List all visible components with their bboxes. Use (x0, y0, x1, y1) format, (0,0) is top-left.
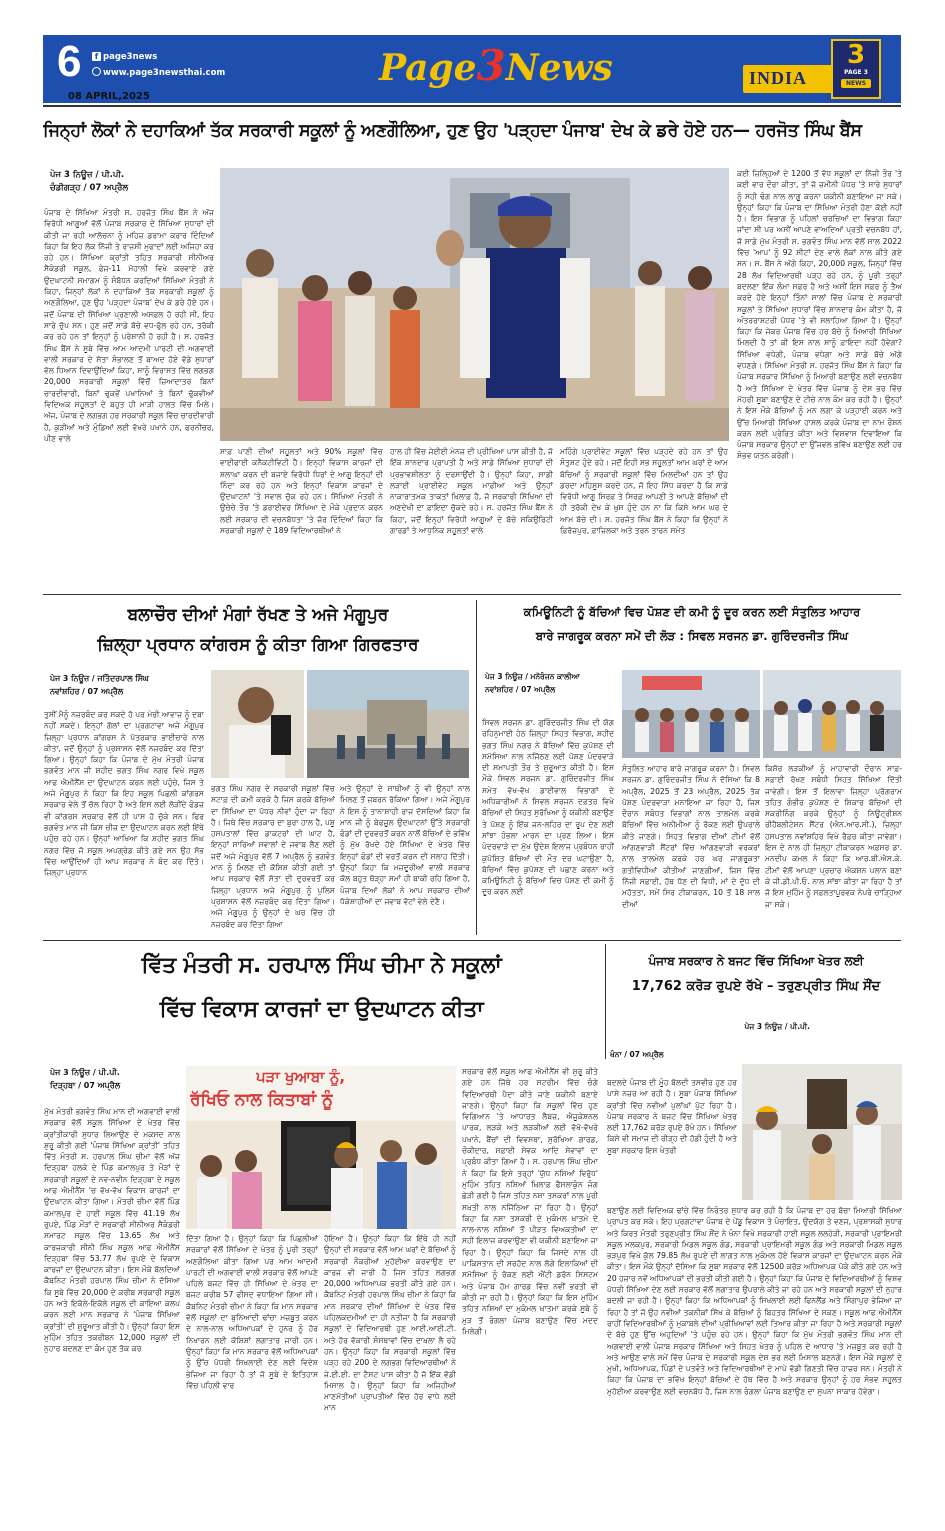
story3-byline: ਪੇਜ 3 ਨਿਊਜ਼ / ਮਨੋਰੰਜਨ ਕਾਲੀਆ ਨਵਾਂਸ਼ਹਿਰ / 07 ਅਪ੍ਰੈਲ (485, 672, 580, 694)
issue-date: 08 APRIL,2025 (68, 91, 150, 102)
website-url: www.page3newsthai.com (92, 67, 225, 78)
banner-text-2: ਰੱਖਿਓ ਨਾਲ ਕਿਤਾਬਾਂ ਨੂੰ (190, 1090, 333, 1110)
masthead-underline (43, 105, 901, 107)
story1-col1: ਪੰਜਾਬ ਦੇ ਸਿੱਖਿਆ ਮੰਤਰੀ ਸ. ਹਰਜੋਤ ਸਿੰਘ ਬੈਂਸ ਨੇ ਅੱਜ ਵਿਰੋਧੀ ਆਗੂਆਂ ਵੱਲੋਂ ਪੰਜਾਬ ਸਰਕਾਰ ਦੇ ਸਿੱਖਿਆ ਸੁਧਾਰਾਂ ਦੀ ਕੀਤੀ ਜਾ ਰਹੀ ਆਲੋਚਨਾ ਨੂੰ ਮਹਿਜ਼ ਡਰਾਮਾ ਕਰਾਰ ਦਿੰਦਿਆਂ ਕਿਹਾ ਕਿ ਇਹ ਲੋਕ ਨਿੱਜੀ ਤੇ ਰਾਜਸੀ ਮੁਫਾਦਾਂ ਲਈ ਅਜਿਹਾ ਕਰ ਰਹੇ ਹਨ। ਸਿੱਖਿਆ ਕ੍ਰਾਂਤੀ ਤਹਿਤ ਸਰਕਾਰੀ ਸੀਨੀਅਰ ਸੈਕੰਡਰੀ ਸਕੂਲ, ਫੇਜ਼-11 ਮੋਹਾਲੀ ਵਿਖੇ ਕਰਵਾਏ ਗਏ ਉਦਘਾਟਨੀ ਸਮਾਗਮ ਨੂੰ ਸੰਬੋਧਨ ਕਰਦਿਆਂ ਸਿੱਖਿਆ ਮੰਤਰੀ ਨੇ ਕਿਹਾ, ਜਿਨ੍ਹਾਂ ਲੋਕਾਂ ਨੇ ਦਹਾਕਿਆਂ ਤੱਕ ਸਰਕਾਰੀ ਸਕੂਲਾਂ ਨੂੰ ਅਣਗੌਲਿਆ, ਹੁਣ ਉਹ 'ਪੜ੍ਹਦਾ ਪੰਜਾਬ' ਦੇਖ ਕੇ ਡਰੇ ਹੋਏ ਹਨ। ਜਦੋਂ ਪੰਜਾਬ ਦੀ ਸਿੱਖਿਆ ਪ੍ਰਣਾਲੀ ਅਸਫ਼ਲ ਹੋ ਰਹੀ ਸੀ, ਇਹ ਸਾਰੇ ਚੁੱਪ ਸਨ। ਹੁਣ ਜਦੋਂ ਸਾਡੇ ਬੱਚੇ ਵਧ-ਫੁੱਲ ਰਹੇ ਹਨ, ਤਰੱਕੀ ਕਰ ਰਹੇ ਹਨ ਤਾਂ ਇਨ੍ਹਾਂ ਨੂੰ ਪਰੇਸ਼ਾਨੀ ਹੋ ਰਹੀ ਹੈ। ਸ. ਹਰਜੋਤ ਸਿੰਘ ਬੈਂਸ ਨੇ ਸੂਬੇ ਵਿੱਚ ਆਮ ਆਦਮੀ ਪਾਰਟੀ ਦੀ ਅਗਵਾਈ ਵਾਲੀ ਸਰਕਾਰ ਦੇ ਸੱਤਾ ਸੰਭਾਲਣ ਤੋਂ ਬਾਅਦ ਹੋਏ ਵੱਡੇ ਸੁਧਾਰਾਂ ਵੱਲ ਧਿਆਨ ਦਿਵਾਉਂਦਿਆਂ ਕਿਹਾ, ਸਾਨੂੰ ਵਿਰਾਸਤ ਵਿੱਚ ਲਗਭਗ 20,000 ਸਰਕਾਰੀ ਸਕੂਲਾਂ ਵਿੱਚੋਂ ਜ਼ਿਆਦਾਤਰ ਬਿਨਾਂ ਚਾਰਦੀਵਾਰੀ, ਬਿਨਾਂ ਢੁਕਵੇਂ ਪਖਾਨਿਆਂ ਤੇ ਬਿਨਾਂ ਢੁੱਕਵੀਆਂ ਵਿਦਿਅਕ ਸਹੂਲਤਾਂ ਦੇ ਬਹੁਤ ਹੀ ਮਾੜੀ ਹਾਲਤ ਵਿੱਚ ਮਿਲੇ। ਅੱਜ, ਪੰਜਾਬ ਦੇ ਲਗਭਗ ਹਰ ਸਰਕਾਰੀ ਸਕੂਲ ਵਿੱਚ ਚਾਰਦੀਵਾਰੀ ਹੈ, ਕੁੜੀਆਂ ਅਤੇ ਮੁੰਡਿਆਂ ਲਈ ਵੱਖਰੇ ਪਖਾਨੇ ਹਨ, ਫਰਨੀਚਰ, ਪੀਣ ਵਾਲੇ (44, 208, 214, 443)
masthead (43, 35, 901, 103)
story2-col1: ਤੁਸੀਂ ਮੈਨੂੰ ਨਜ਼ਰਬੰਦ ਕਰ ਸਕਦੇ ਹੋ ਪਰ ਮੇਰੀ ਆਵਾਜ਼ ਨੂੰ ਦਬਾ ਨਹੀਂ ਸਕਦੇ। ਇਨ੍ਹਾਂ ਗੱਲਾਂ ਦਾ ਪ੍ਰਗਟਾਵਾ ਅਜੇ ਮੰਗੂਪੁਰ ਜ਼ਿਲ੍ਹਾ ਪ੍ਰਧਾਨ ਕਾਂਗਰਸ ਨੇ ਪੱਤਰਕਾਰ ਭਾਈਚਾਰੇ ਨਾਲ ਕੀਤਾ, ਜਦੋਂ ਉਨ੍ਹਾਂ ਨੂੰ ਪ੍ਰਸ਼ਾਸਨ ਵੱਲੋਂ ਨਜ਼ਰਬੰਦ ਕਰ ਦਿੱਤਾ ਗਿਆ। ਉਨ੍ਹਾਂ ਕਿਹਾ ਕਿ ਪੰਜਾਬ ਦੇ ਮੁੱਖ ਮੰਤਰੀ ਪੰਜਾਬ ਭਗਵੰਤ ਮਾਨ ਜੀ ਸ਼ਹੀਦ ਭਗਤ ਸਿੰਘ ਨਗਰ ਵਿਖੇ ਸਕੂਲ ਆਫ ਐਮੀਨੈਂਸ ਦਾ ਉਦਘਾਟਨ ਕਰਨ ਲਈ ਪਹੁੰਚੇ, ਜਿਸ ਤੇ ਅਜੇ ਮੰਗੂਪੁਰ ਨੇ ਕਿਹਾ ਕਿ ਇਹ ਸਕੂਲ ਪਿਛਲੀ ਕਾਂਗਰਸ ਸਰਕਾਰ ਵੇਲੇ ਤੋਂ ਚੱਲ ਰਿਹਾ ਹੈ ਅਤੇ ਇਸ ਲਈ ਲੋੜੀਂਦੇ ਫੰਡਜ਼ ਵੀ ਕਾਂਗਰਸ ਸਰਕਾਰ ਵੱਲੋਂ ਹੀ ਪਾਸ ਹੋ ਚੁੱਕੇ ਸਨ। ਫਿਰ ਭਗਵੰਤ ਮਾਨ ਜੀ ਕਿਸ ਚੀਜ਼ ਦਾ ਉਦਘਾਟਨ ਕਰਨ ਲਈ ਇੱਥੇ ਪਹੁੰਚ ਰਹੇ ਹਨ। ਉਨ੍ਹਾਂ ਆਖਿਆ ਕਿ ਸ਼ਹੀਦ ਭਗਤ ਸਿੰਘ ਨਗਰ ਵਿੱਚ ਜੋ ਸਕੂਲ ਅਪਗ੍ਰੇਡ ਕੀਤੇ ਗਏ ਸਨ ਉਹ ਸੱਭ ਵਿੱਚ ਆਉਂਦਿਆਂ ਹੀ ਆਪ ਸਰਕਾਰ ਨੇ ਬੰਦ ਕਰ ਦਿੱਤੇ। ਜ਼ਿਲ੍ਹਾ ਪ੍ਰਧਾਨ (44, 710, 204, 878)
story4-col2: ਦਿੱਤਾ ਗਿਆ ਹੈ। ਉਨ੍ਹਾਂ ਕਿਹਾ ਕਿ ਪਿਛਲੀਆਂ ਸਰਕਾਰਾਂ ਵੱਲੋਂ ਸਿੱਖਿਆ ਦੇ ਖੇਤਰ ਨੂੰ ਪੂਰੀ ਤਰ੍ਹਾਂ ਅਣਗੌਲਿਆ ਕੀਤਾ ਗਿਆ ਪਰ ਆਮ ਆਦਮੀ ਪਾਰਟੀ ਦੀ ਅਗਵਾਈ ਵਾਲੀ ਸਰਕਾਰ ਵੱਲੋਂ ਆਪਣੇ ਪਹਿਲੇ ਬਜਟ ਵਿੱਚ ਹੀ ਸਿੱਖਿਆ ਦੇ ਖੇਤਰ ਦਾ ਬਜਟ ਕਰੀਬ 57 ਫੀਸਦ ਵਧਾਇਆ ਗਿਆ ਸੀ। ਕੈਬਨਿਟ ਮੰਤਰੀ ਚੀਮਾ ਨੇ ਕਿਹਾ ਕਿ ਮਾਨ ਸਰਕਾਰ ਵੱਲੋਂ ਸਕੂਲਾਂ ਦਾ ਬੁਨਿਆਦੀ ਢਾਂਚਾ ਮਜ਼ਬੂਤ ਕਰਨ ਦੇ ਨਾਲ-ਨਾਲ ਅਧਿਆਪਕਾਂ ਦੇ ਹੁਨਰ ਨੂੰ ਹੋਰ ਨਿਖਾਰਨ ਲਈ ਕੋਸ਼ਿਸ਼ਾਂ ਲਗਾਤਾਰ ਜਾਰੀ ਹਨ। ਉਨ੍ਹਾਂ ਕਿਹਾ ਕਿ ਮਾਨ ਸਰਕਾਰ ਵੱਲੋਂ ਅਧਿਆਪਕਾਂ ਨੂੰ ਉੱਚ ਪੱਧਰੀ ਸਿਖਲਾਈ ਦੇਣ ਲਈ ਵਿਦੇਸ਼ ਭੇਜਿਆ ਜਾ ਰਿਹਾ ਹੈ ਤਾਂ ਜੋ ਸੂਬੇ ਦੇ ਇਤਿਹਾਸ ਵਿੱਚ ਪਹਿਲੀ ਵਾਰ (186, 1234, 318, 1390)
story2-photo-police (307, 670, 469, 778)
politician-portrait (211, 670, 304, 778)
divider-vertical-2 (605, 944, 606, 1059)
divider-1 (43, 594, 901, 595)
globe-icon (92, 67, 101, 76)
story2-photo-portrait (211, 670, 304, 778)
story4-photo (186, 1066, 456, 1229)
story3-headline: ਕਮਿਊਨਿਟੀ ਨੂੰ ਬੱਚਿਆਂ ਵਿਚ ਪੋਸ਼ਣ ਦੀ ਕਮੀ ਨੂੰ ਦੂਰ ਕਰਨ ਲਈ ਸੰਤੁਲਿਤ ਆਹਾਰ ਬਾਰੇ ਜਾਗਰੂਕ ਕਰਨਾ ਸਮੇਂ ਦੀ ਲੋੜ : ਸਿਵਲ ਸਰਜਨ ਡਾ. ਗੁਰਿੰਦਰਜੀਤ ਸਿੰਘ (523, 605, 861, 643)
story5-full: ਬਣਾਉਣ ਲਈ ਵਿਦਿਅਕ ਢਾਂਚੇ ਵਿੱਚ ਨਿਰੰਤਰ ਸੁਧਾਰ ਕਰ ਰਹੀ ਹੈ ਕਿ ਪੰਜਾਬ ਦਾ ਹਰ ਬੱਚਾ ਮਿਆਰੀ ਸਿੱਖਿਆ ਪ੍ਰਾਪਤ ਕਰ ਸਕੇ। ਇਹ ਪ੍ਰਗਟਾਵਾ ਪੰਜਾਬ ਦੇ ਪੇਂਡੂ ਵਿਕਾਸ ਤੇ ਪੰਚਾਇਤ, ਉਦਯੋਗ ਤੇ ਵਣਜ, ਪ੍ਰਸ਼ਾਸਕੀ ਸੁਧਾਰ ਅਤੇ ਕਿਰਤ ਮੰਤਰੀ ਤਰੁਣਪ੍ਰੀਤ ਸਿੰਘ ਸੌਂਦ ਨੇ ਖੰਨਾ ਵਿਖੇ ਸਰਕਾਰੀ ਹਾਈ ਸਕੂਲ ਲਲਹੇੜੀ, ਸਰਕਾਰੀ ਪ੍ਰਾਇਮਰੀ ਸਕੂਲ ਮਲਕਪੁਰ, ਸਰਕਾਰੀ ਮਿਡਲ ਸਕੂਲ ਗੰਡ, ਸਰਕਾਰੀ ਪ੍ਰਾਇਮਰੀ ਸਕੂਲ ਗੰਡ ਅਤੇ ਸਰਕਾਰੀ ਮਿਡਲ ਸਕੂਲ ਭੜਪੁਰ ਵਿਖੇ ਕੁੱਲ 79.85 ਲੱਖ ਰੁਪਏ ਦੀ ਲਾਗਤ ਨਾਲ ਮੁਕੰਮਲ ਹੋਏ ਵਿਕਾਸ ਕਾਰਜਾਂ ਦਾ ਉਦਘਾਟਨ ਕਰਨ ਮੌਕੇ ਕੀਤਾ। ਇਸ ਮੌਕੇ ਉਨ੍ਹਾਂ ਦੱਸਿਆ ਕਿ ਸੂਬਾ ਸਰਕਾਰ ਵੱਲੋਂ 12500 ਕਰੋੜ ਅਧਿਆਪਕ ਪੱਕੇ ਕੀਤੇ ਗਏ ਹਨ ਅਤੇ 20 ਹਜ਼ਾਰ ਨਵੇਂ ਅਧਿਆਪਕਾਂ ਦੀ ਭਰਤੀ ਕੀਤੀ ਗਈ ਹੈ। ਉਨ੍ਹਾਂ ਕਿਹਾ ਕਿ ਪੰਜਾਬ ਦੇ ਵਿਦਿਆਰਥੀਆਂ ਨੂੰ ਵਿਸ਼ਵ ਪੱਧਰੀ ਸਿੱਖਿਆ ਦੇਣ ਲਈ ਸਰਕਾਰ ਵੱਲੋਂ ਲਗਾਤਾਰ ਉਪਰਾਲੇ ਕੀਤੇ ਜਾ ਰਹੇ ਹਨ ਅਤੇ ਸਰਕਾਰੀ ਸਕੂਲਾਂ ਦੀ ਨੁਹਾਰ ਬਦਲੀ ਜਾ ਰਹੀ ਹੈ। ਉਨ੍ਹਾਂ ਕਿਹਾ ਕਿ ਅਧਿਆਪਕਾਂ ਨੂੰ ਸਿਖਲਾਈ ਲਈ ਫਿਨਲੈਂਡ ਅਤੇ ਸਿੰਗਾਪੁਰ ਭੇਜਿਆ ਜਾ ਰਿਹਾ ਹੈ ਤਾਂ ਜੋ ਉਹ ਨਵੀਆਂ ਤਕਨੀਕਾਂ ਸਿੱਖ ਕੇ ਬੱਚਿਆਂ ਨੂੰ ਬਿਹਤਰ ਸਿੱਖਿਆ ਦੇ ਸਕਣ। ਸਕੂਲ ਆਫ ਐਮੀਨੈਂਸ ਰਾਹੀਂ ਵਿਦਿਆਰਥੀਆਂ ਨੂੰ ਮੁਕਾਬਲੇ ਦੀਆਂ ਪ੍ਰੀਖਿਆਵਾਂ ਲਈ ਤਿਆਰ ਕੀਤਾ ਜਾ ਰਿਹਾ ਹੈ ਅਤੇ ਸਰਕਾਰੀ ਸਕੂਲਾਂ ਦੇ ਬੱਚੇ ਹੁਣ ਉੱਚ ਅਹੁਦਿਆਂ 'ਤੇ ਪਹੁੰਚ ਰਹੇ ਹਨ। ਉਨ੍ਹਾਂ ਕਿਹਾ ਕਿ ਮੁੱਖ ਮੰਤਰੀ ਭਗਵੰਤ ਸਿੰਘ ਮਾਨ ਦੀ ਅਗਵਾਈ ਵਾਲੀ ਪੰਜਾਬ ਸਰਕਾਰ ਸਿੱਖਿਆ ਅਤੇ ਸਿਹਤ ਖੇਤਰ ਨੂੰ ਪਹਿਲ ਦੇ ਆਧਾਰ 'ਤੇ ਮਜ਼ਬੂਤ ਕਰ ਰਹੀ ਹੈ ਅਤੇ ਆਉਣ ਵਾਲੇ ਸਮੇਂ ਵਿੱਚ ਪੰਜਾਬ ਦੇ ਸਰਕਾਰੀ ਸਕੂਲ ਦੇਸ਼ ਭਰ ਲਈ ਮਿਸਾਲ ਬਣਨਗੇ। ਇਸ ਮੌਕੇ ਸਕੂਲਾਂ ਦੇ ਮੁਖੀ, ਅਧਿਆਪਕ, ਪਿੰਡਾਂ ਦੇ ਪਤਵੰਤੇ ਅਤੇ ਵਿਦਿਆਰਥੀਆਂ ਦੇ ਮਾਪੇ ਵੱਡੀ ਗਿਣਤੀ ਵਿੱਚ ਹਾਜ਼ਰ ਸਨ। ਮੰਤਰੀ ਨੇ ਕਿਹਾ ਕਿ ਪੰਜਾਬ ਦਾ ਭਵਿੱਖ ਇਨ੍ਹਾਂ ਬੱਚਿਆਂ ਦੇ ਹੱਥ ਵਿੱਚ ਹੈ ਅਤੇ ਸਰਕਾਰ ਉਨ੍ਹਾਂ ਨੂੰ ਹਰ ਸੰਭਵ ਸਹੂਲਤ ਮੁਹੱਈਆ ਕਰਵਾਉਣ ਲਈ ਵਚਨਬੱਧ ਹੈ, ਜਿਸ ਨਾਲ ਰੰਗਲਾ ਪੰਜਾਬ ਬਣਾਉਣ ਦਾ ਸੁਪਨਾ ਸਾਕਾਰ ਹੋਵੇਗਾ। (607, 1206, 902, 1396)
banner-text-1: ਪੜਾ ਖੁਆਬਾ ਨੂੰ, (256, 1068, 346, 1086)
story5-photo (742, 1064, 902, 1200)
story1-byline: ਪੇਜ 3 ਨਿਊਜ਼ / ਪੀ.ਪੀ. ਚੰਡੀਗੜ੍ਹ / 07 ਅਪ੍ਰੈਲ (50, 170, 129, 193)
facebook-handle: f page3news (92, 52, 157, 62)
divider-2 (43, 940, 901, 941)
story2-col2: ਭਗਤ ਸਿੰਘ ਨਗਰ ਦੇ ਸਰਕਾਰੀ ਸਕੂਲਾਂ ਵਿੱਚ ਸਟਾਫ਼ ਦੀ ਕਮੀ ਕਰਕੇ ਹੈ ਜਿਸ ਕਰਕੇ ਬੱਚਿਆਂ ਦਾ ਸਿੱਖਿਆ ਦਾ ਪੱਧਰ ਨੀਵਾਂ ਹੁੰਦਾ ਜਾ ਰਿਹਾ ਹੈ। ਜਿਥੇ ਵਿੱਚ ਸਰਕਾਰ ਦਾ ਬੁਰਾ ਹਾਲ ਹੈ, ਪਸ਼ੂ ਹਸਪਤਾਲਾਂ ਵਿੱਚ ਡਾਕਟਰਾਂ ਦੀ ਘਾਟ ਹੈ, ਇਨ੍ਹਾਂ ਸਾਰਿਆਂ ਸਵਾਲਾਂ ਦੇ ਜਵਾਬ ਲੈਣ ਲਈ ਜਦੋਂ ਅਜੇ ਮੰਗੂਪੁਰ ਵੱਲੋਂ 7 ਅਪ੍ਰੈਲ ਨੂੰ ਭਗਵੰਤ ਮਾਨ ਨੂੰ ਮਿਲਣ ਦੀ ਕੋਸ਼ਿਸ਼ ਕੀਤੀ ਗਈ ਤਾਂ ਆਪ ਸਰਕਾਰ ਵੱਲੋਂ ਸੱਤਾ ਦੀ ਦੁਰਵਰਤੋਂ ਕਰ ਜ਼ਿਲ੍ਹਾ ਪ੍ਰਧਾਨ ਅਜੇ ਮੰਗੂਪੁਰ ਨੂੰ ਪੁਲਿਸ ਪ੍ਰਸ਼ਾਸਨ ਵੱਲੋਂ ਨਜ਼ਰਬੰਦ ਕਰ ਦਿੱਤਾ ਗਿਆ। ਅਜੇ ਮੰਗੂਪੁਰ ਨੂੰ ਉਨ੍ਹਾਂ ਦੇ ਘਰ ਵਿੱਚ ਹੀ ਨਜ਼ਰਬੰਦ ਕਰ ਦਿੱਤਾ ਗਿਆ (211, 784, 335, 929)
minister-speaking-photo (220, 168, 729, 441)
story3-col3: ਕਿਸ਼ੋਰ ਲੜਕੀਆਂ ਨੂੰ ਮਾਹਾਵਾਰੀ ਦੌਰਾਨ ਸਾਫ਼-ਸਫ਼ਾਈ ਰੱਖਣ ਸਬੰਧੀ ਸਿਹਤ ਸਿੱਖਿਆ ਦਿੱਤੀ ਜਾਵੇਗੀ। ਇਸ ਤੋਂ ਇਲਾਵਾ ਜ਼ਿਲ੍ਹਾ ਪ੍ਰੋਗਰਾਮ ਤਹਿਤ ਗੰਭੀਰ ਕੁਪੋਸ਼ਣ ਦੇ ਸ਼ਿਕਾਰ ਬੱਚਿਆਂ ਦੀ ਸਕਰੀਨਿੰਗ ਕਰਕੇ ਉਨ੍ਹਾਂ ਨੂੰ ਨਿਊਟ੍ਰੀਸ਼ਨ ਰੀਹੈਬਲੀਟੇਸ਼ਨ ਸੈਂਟਰ (ਐਨ.ਆਰ.ਸੀ.), ਜ਼ਿਲ੍ਹਾ ਹਸਪਤਾਲ ਨਵਾਂਸ਼ਹਿਰ ਵਿਖੇ ਰੈਫ਼ਰ ਕੀਤਾ ਜਾਵੇਗਾ। ਇਸ ਦੇ ਨਾਲ ਹੀ ਜ਼ਿਲ੍ਹਾ ਟੀਕਾਕਰਨ ਅਫ਼ਸਰ ਡਾ. ਮਨਦੀਪ ਕਮਲ ਨੇ ਕਿਹਾ ਕਿ ਆਰ.ਬੀ.ਐਸ.ਕੇ. ਟੀਮਾਂ ਵੱਲੋਂ ਆਪਣਾ ਪ੍ਰਚਾਰ ਐਕਸ਼ਨ ਪਲਾਨ ਬਣਾ ਕੇ ਜੀ.ਡੀ.ਪੀ.ਓ. ਨਾਲ ਸਾਂਝਾ ਕੀਤਾ ਜਾ ਰਿਹਾ ਹੈ ਤਾਂ ਜੋ ਇਸ ਮੁਹਿੰਮ ਨੂੰ ਸਫ਼ਲਤਾਪੂਰਵਕ ਨੇਪਰੇ ਚਾੜ੍ਹਿਆ ਜਾ ਸਕੇ। (765, 764, 902, 909)
region-label: INDIA (749, 68, 808, 88)
story1-bottom-col-c: ਮਹਿੰਗੇ ਪ੍ਰਾਈਵੇਟ ਸਕੂਲਾਂ ਵਿੱਚ ਪੜ੍ਹਦੇ ਰਹੇ ਹਨ ਤਾਂ ਉਹ ਸੰਤੁਸ਼ਟ ਹੁੰਦੇ ਰਹੇ। ਜਦੋਂ ਇਹੀ ਸਭ ਸਹੂਲਤਾਂ ਆਮ ਘਰਾਂ ਦੇ ਆਮ ਬੱਚਿਆਂ ਨੂੰ ਸਰਕਾਰੀ ਸਕੂਲਾਂ ਵਿੱਚ ਮਿਲਦੀਆਂ ਹਨ ਤਾਂ ਉਹ ਡਰਦਾ ਮਹਿਸੂਸ ਕਰਦੇ ਹਨ, ਜੋ ਇਹ ਸਿੱਧ ਕਰਦਾ ਹੈ ਕਿ ਸਾਡੇ ਵਿਰੋਧੀ ਆਗੂ ਸਿਰਫ਼ ਤੇ ਸਿਰਫ਼ ਆਪਣੀ ਤੇ ਆਪਣੇ ਬੱਚਿਆਂ ਦੀ ਹੀ ਤਰੱਕੀ ਦੇਖ ਕੇ ਖ਼ੁਸ਼ ਹੁੰਦੇ ਹਨ ਨਾ ਕਿ ਕਿਸੇ ਆਮ ਘਰ ਦੇ ਆਮ ਬੱਚੇ ਦੀ। ਸ. ਹਰਜੋਤ ਸਿੰਘ ਬੈਂਸ ਨੇ ਕਿਹਾ ਕਿ ਉਨ੍ਹਾਂ ਨੇ ਫ਼ਿਰੋਜ਼ਪੁਰ, ਫ਼ਾਜ਼ਿਲਕਾ ਅਤੇ ਤਰਨ ਤਾਰਨ ਸਮੇਤ (560, 447, 728, 536)
story2-byline: ਪੇਜ 3 ਨਿਊਜ਼ / ਜਤਿੰਦਰਪਾਲ ਸਿੰਘ ਨਵਾਂਸ਼ਹਿਰ / 07 ਅਪ੍ਰੈਲ (50, 674, 149, 696)
story5-col1: ਬਦਲਦੇ ਪੰਜਾਬ ਦੀ ਮੂੰਹ ਬੋਲਦੀ ਤਸਵੀਰ ਹੁਣ ਹਰ ਪਾਸੇ ਨਜ਼ਰ ਆ ਰਹੀ ਹੈ। ਸੂਬਾ ਪੰਜਾਬ ਸਿੱਖਿਆ ਕ੍ਰਾਂਤੀ ਵਿੱਚ ਨਵੀਆਂ ਪੁਲਾਂਘਾਂ ਪੁੱਟ ਰਿਹਾ ਹੈ। ਪੰਜਾਬ ਸਰਕਾਰ ਨੇ ਬਜਟ ਵਿੱਚ ਸਿੱਖਿਆ ਖੇਤਰ ਲਈ 17,762 ਕਰੋੜ ਰੁਪਏ ਰੱਖੇ ਹਨ। ਸਿੱਖਿਆ ਕਿਸੇ ਵੀ ਸਮਾਜ ਦੀ ਰੀੜ੍ਹ ਦੀ ਹੱਡੀ ਹੁੰਦੀ ਹੈ ਅਤੇ ਸੂਬਾ ਸਰਕਾਰ ਇਸ ਖੇਤਰੀ (607, 1078, 737, 1155)
story4-byline: ਪੇਜ 3 ਨਿਊਜ਼ / ਪੀ.ਪੀ. ਦਿੜ੍ਹਬਾ / 07 ਅਪ੍ਰੈਲ (50, 1068, 121, 1090)
story3-col2: ਸੰਤੁਲਿਤ ਆਹਾਰ ਬਾਰੇ ਜਾਗਰੂਕ ਕਰਨਾ ਹੈ। ਸਿਵਲ ਸਰਜਨ ਡਾ. ਗੁਰਿੰਦਰਜੀਤ ਸਿੰਘ ਨੇ ਦੱਸਿਆ ਕਿ 8 ਅਪ੍ਰੈਲ, 2025 ਤੋਂ 23 ਅਪ੍ਰੈਲ, 2025 ਤੱਕ ਪੋਸ਼ਣ ਪੰਦਰਵਾੜਾ ਮਨਾਇਆ ਜਾ ਰਿਹਾ ਹੈ, ਜਿਸ ਦੌਰਾਨ ਸਬੰਧਤ ਵਿਭਾਗਾਂ ਨਾਲ ਤਾਲਮੇਲ ਕਰਕੇ ਬੱਚਿਆਂ ਵਿੱਚ ਅਨੀਮੀਆ ਨੂੰ ਰੋਕਣ ਲਈ ਉਪਰਾਲੇ ਕੀਤੇ ਜਾਣਗੇ। ਸਿਹਤ ਵਿਭਾਗ ਦੀਆਂ ਟੀਮਾਂ ਵੱਲੋਂ ਆਂਗਣਵਾੜੀ ਸੈਂਟਰਾਂ ਵਿੱਚ ਆਂਗਣਵਾੜੀ ਵਰਕਰਾਂ ਨਾਲ ਤਾਲਮੇਲ ਕਰਕੇ ਹਰ ਘਰ ਜਾਗਰੂਕਤਾ ਗਤੀਵਿਧੀਆਂ ਕੀਤੀਆਂ ਜਾਣਗੀਆਂ, ਜਿਸ ਵਿੱਚ ਨਿੱਜੀ ਸਫ਼ਾਈ, ਹੱਥ ਧੋਣ ਦੀ ਵਿਧੀ, ਮਾਂ ਦੇ ਦੁੱਧ ਦੀ ਮਹੱਤਤਾ, ਸਮੇਂ ਸਿਰ ਟੀਕਾਕਰਨ, 10 ਤੋਂ 18 ਸਾਲ ਦੀਆਂ (622, 764, 760, 909)
story2-col3: ਅਤੇ ਉਨ੍ਹਾਂ ਦੇ ਸਾਥੀਆਂ ਨੂੰ ਵੀ ਉਨ੍ਹਾਂ ਨਾਲ ਮਿਲਣ ਤੋਂ ਜ਼ਬਰਨ ਰੋਕਿਆ ਗਿਆ। ਅਜੇ ਮੰਗੂਪੁਰ ਨੇ ਇਸ ਨੂੰ ਤਾਨਾਸ਼ਾਹੀ ਰਾਜ ਦੱਸਦਿਆਂ ਕਿਹਾ ਕਿ ਮਾਨ ਜੀ ਨੂੰ ਬੇਫਜ਼ੂਲ ਉਦਘਾਟਨਾਂ ਉੱਤੇ ਸਰਕਾਰੀ ਫੰਡਾਂ ਦੀ ਦੁਰਵਰਤੋਂ ਕਰਨ ਨਾਲੋਂ ਬੱਚਿਆਂ ਦੇ ਭਵਿੱਖ ਨੂੰ ਮੁੱਖ ਰੱਖਦੇ ਹੋਏ ਸਿੱਖਿਆ ਦੇ ਖੇਤਰ ਵਿੱਚ ਇਨ੍ਹਾਂ ਫੰਡਾਂ ਦੀ ਵਰਤੋਂ ਕਰਨ ਦੀ ਸਲਾਹ ਦਿੱਤੀ। ਉਨ੍ਹਾਂ ਕਿਹਾ ਕਿ ਮਜ਼ਦੂਰੀਆਂ ਵਾਲੀ ਸਰਕਾਰ ਕੋਲ ਬਹੁਤ ਥੋੜ੍ਹਾ ਸਮਾਂ ਹੀ ਬਾਕੀ ਰਹਿ ਗਿਆ ਹੈ, ਪੰਜਾਬ ਦਿਆਂ ਲੋਕਾਂ ਨੇ ਆਪ ਸਰਕਾਰ ਦੀਆਂ ਧੱਕੇਸ਼ਾਹੀਆਂ ਦਾ ਜਵਾਬ ਵੋਟਾਂ ਵੇਲੇ ਦੇਣੈ। (340, 784, 470, 906)
story3-photo-left (622, 670, 760, 758)
story2-headline: ਬਲਾਚੌਰ ਦੀਆਂ ਮੰਗਾਂ ਰੱਖਣ ਤੇ ਅਜੇ ਮੰਗੂਪੁਰ ਜ਼ਿਲ੍ਹਾ ਪ੍ਰਧਾਨ ਕਾਂਗਰਸ ਨੂੰ ਕੀਤਾ ਗਿਆ ਗਿਰਫਤਾਰ (97, 605, 419, 655)
story5-byline: ਪੇਜ 3 ਨਿਊਜ਼ / ਪੀ.ਪੀ. ਖੰਨਾ / 07 ਅਪ੍ਰੈਲ (610, 1022, 810, 1059)
logo: Page3News (379, 41, 613, 90)
story3-photo-right (763, 670, 901, 758)
story4-headline: ਵਿੱਤ ਮੰਤਰੀ ਸ. ਹਰਪਾਲ ਸਿੰਘ ਚੀਮਾ ਨੇ ਸਕੂਲਾਂ ਵਿੱਚ ਵਿਕਾਸ ਕਾਰਜਾਂ ਦਾ ਉਦਘਾਟਨ ਕੀਤਾ (141, 953, 502, 1022)
story4-col1: ਮੁੱਖ ਮੰਤਰੀ ਭਗਵੰਤ ਸਿੰਘ ਮਾਨ ਦੀ ਅਗਵਾਈ ਵਾਲੀ ਸਰਕਾਰ ਵੱਲੋਂ ਸਕੂਲ ਸਿੱਖਿਆ ਦੇ ਖੇਤਰ ਵਿੱਚ ਕ੍ਰਾਂਤੀਕਾਰੀ ਸੁਧਾਰ ਲਿਆਉਣ ਦੇ ਮਕਸਦ ਨਾਲ ਸ਼ੁਰੂ ਕੀਤੀ ਗਈ 'ਪੰਜਾਬ ਸਿੱਖਿਆ ਕ੍ਰਾਂਤੀ' ਤਹਿਤ ਵਿੱਤ ਮੰਤਰੀ ਸ. ਹਰਪਾਲ ਸਿੰਘ ਚੀਮਾ ਵੱਲੋਂ ਅੱਜ ਦਿੜ੍ਹਬਾ ਹਲਕੇ ਦੇ ਪਿੰਡ ਕਮਾਲਪੁਰ ਤੇ ਮੌੜਾਂ ਦੇ ਸਰਕਾਰੀ ਸਕੂਲਾਂ ਦੇ ਨਵ-ਨਵੀਨ ਦਿੜ੍ਹਬਾ ਦੇ ਸਕੂਲ ਆਫ ਐਮੀਨੈਂਸ 'ਚ ਵੱਖ-ਵੱਖ ਵਿਕਾਸ ਕਾਰਜਾਂ ਦਾ ਉਦਘਾਟਨ ਕੀਤਾ ਗਿਆ। ਮੰਤਰੀ ਚੀਮਾ ਵੱਲੋਂ ਪਿੰਡ ਕਮਾਲਪੁਰ ਦੇ ਹਾਈ ਸਕੂਲ ਵਿੱਚ 41.19 ਲੱਖ ਰੁਪਏ, ਪਿੰਡ ਮੌੜਾਂ ਦੇ ਸਰਕਾਰੀ ਸੀਨੀਅਰ ਸੈਕੰਡਰੀ ਸਮਾਰਟ ਸਕੂਲ ਵਿੱਚ 13.65 ਲੱਖ ਅਤੇ ਕਾਰਜਕਾਰੀ ਸੀਨੀ ਸਿੰਘ ਸਕੂਲ ਆਫ ਐਮੀਨੈਂਸ ਦਿੜ੍ਹਬਾ ਵਿੱਚ 53.77 ਲੱਖ ਰੁਪਏ ਦੇ ਵਿਕਾਸ ਕਾਰਜਾਂ ਦਾ ਉਦਘਾਟਨ ਕੀਤਾ। ਇਸ ਮੌਕੇ ਬੋਲਦਿਆਂ ਕੈਬਨਿਟ ਮੰਤਰੀ ਹਰਪਾਲ ਸਿੰਘ ਚੀਮਾ ਨੇ ਦੱਸਿਆ ਕਿ ਸੂਬੇ ਵਿੱਚ 20,000 ਦੇ ਕਰੀਬ ਸਰਕਾਰੀ ਸਕੂਲ ਹਨ ਅਤੇ ਇਕੱਲੇ-ਇਕੱਲੇ ਸਕੂਲ ਦੀ ਕਾਇਆ ਕਲਪ ਕਰਨ ਲਈ ਮਾਨ ਸਰਕਾਰ ਨੇ 'ਪੰਜਾਬ ਸਿੱਖਿਆ ਕ੍ਰਾਂਤੀ' ਦੀ ਸ਼ੁਰੂਆਤ ਕੀਤੀ ਹੈ। ਉਨ੍ਹਾਂ ਕਿਹਾ ਇਸ ਮੁਹਿੰਮ ਤਹਿਤ ਤਕਰੀਬਨ 12,000 ਸਕੂਲਾਂ ਦੀ ਨੁਹਾਰ ਬਦਲਣ ਦਾ ਕੰਮ ਹੁਣ ਤੱਕ ਕਰ (44, 1107, 180, 1354)
story1-photo (220, 168, 729, 441)
story5-headline: ਪੰਜਾਬ ਸਰਕਾਰ ਨੇ ਬਜਟ ਵਿੱਚ ਸਿੱਖਿਆ ਖੇਤਰ ਲਈ 17,762 ਕਰੋੜ ਰੁਪਏ ਰੱਖੇ – ਤਰੁਣਪ੍ਰੀਤ ਸਿੰਘ ਸੌਂਦ (631, 954, 881, 994)
minister-inauguration-photo (742, 1064, 902, 1200)
story3-col1: ਸਿਵਲ ਸਰਜਨ ਡਾ. ਗੁਰਿੰਦਰਜੀਤ ਸਿੰਘ ਦੀ ਯੋਗ ਰਹਿਨੁਮਾਈ ਹੇਠ ਜ਼ਿਲ੍ਹਾ ਸਿਹਤ ਵਿਭਾਗ, ਸ਼ਹੀਦ ਭਗਤ ਸਿੰਘ ਨਗਰ ਨੇ ਬੱਚਿਆਂ ਵਿੱਚ ਕੁਪੋਸ਼ਣ ਦੀ ਸਮੱਸਿਆ ਨਾਲ ਨਜਿੱਠਣ ਲਈ ਪੋਸ਼ਣ ਪੰਦਰਵਾੜੇ ਦੀ ਸਮਾਪਤੀ ਤੌਰ ਤੇ ਸ਼ੁਰੂਆਤ ਕੀਤੀ ਹੈ। ਇਸ ਮੌਕੇ ਸਿਵਲ ਸਰਜਨ ਡਾ. ਗੁਰਿੰਦਰਜੀਤ ਸਿੰਘ ਸਮੇਤ ਵੱਖ-ਵੱਖ ਡਾਈਵਾਲ ਵਿਭਾਗਾਂ ਦੇ ਅਧਿਕਾਰੀਆਂ ਨੇ ਸਿਵਲ ਸਰਜਨ ਦਫ਼ਤਰ ਵਿਖੇ ਬੱਚਿਆਂ ਦੀ ਸਿਹਤ ਸੁਰੱਖਿਆ ਨੂੰ ਯਕੀਨੀ ਬਣਾਉਣ ਤੇ ਪੋਸ਼ਣ ਨੂੰ ਇੱਕ ਜਨ-ਲਹਿਰ ਦਾ ਰੂਪ ਦੇਣ ਲਈ ਸਾਂਝਾ ਹੰਭਲਾ ਮਾਰਨ ਦਾ ਪ੍ਰਣ ਲਿਆ। ਇਸ ਪੰਦਰਵਾੜੇ ਦਾ ਮੁੱਖ ਉਦੇਸ਼ ਇਲਾਜ ਪ੍ਰਬੰਧਨ ਰਾਹੀਂ ਕੁਪੋਸ਼ਿਤ ਬੱਚਿਆਂ ਦੀ ਮੌਤ ਦਰ ਘਟਾਉਣਾ ਹੈ, ਬੱਚਿਆਂ ਵਿੱਚ ਕੁਪੋਸ਼ਣ ਦੀ ਪਛਾਣ ਕਰਨਾ ਅਤੇ ਕਮਿਊਨਿਟੀ ਨੂੰ ਬੱਚਿਆਂ ਵਿਚ ਪੋਸ਼ਣ ਦੀ ਕਮੀ ਨੂੰ ਦੂਰ ਕਰਨ ਲਈ (482, 718, 614, 897)
page-number: 6 (57, 37, 82, 86)
story1-bottom-col-b: ਹਾਲ ਹੀ ਵਿੱਚ ਜੇਈਈ ਮੇਨਜ਼ ਦੀ ਪ੍ਰੀਖਿਆ ਪਾਸ ਕੀਤੀ ਹੈ, ਜੋ ਇੱਕ ਸ਼ਾਨਦਾਰ ਪ੍ਰਾਪਤੀ ਹੈ ਅਤੇ ਸਾਡੇ ਸਿੱਖਿਆ ਸੁਧਾਰਾਂ ਦੀ ਪ੍ਰਭਾਵਸ਼ੀਲਤਾ ਨੂੰ ਦਰਸਾਉਂਦੀ ਹੈ। ਉਨ੍ਹਾਂ ਕਿਹਾ, ਸਾਡੀ ਲੜਾਈ ਪ੍ਰਾਈਵੇਟ ਸਕੂਲ ਮਾਫ਼ੀਆ ਅਤੇ ਉਨ੍ਹਾਂ ਨਾਕਾਰਾਤਮਕ ਤਾਕਤਾਂ ਖ਼ਿਲਾਫ਼ ਹੈ, ਜੋ ਸਰਕਾਰੀ ਸਿੱਖਿਆ ਦੀ ਅਣਦੇਖੀ ਦਾ ਫ਼ਾਇਦਾ ਚੁੱਕਦੇ ਰਹੇ। ਸ. ਹਰਜੋਤ ਸਿੰਘ ਬੈਂਸ ਨੇ ਕਿਹਾ, ਜਦੋਂ ਇਨ੍ਹਾਂ ਵਿਰੋਧੀ ਆਗੂਆਂ ਦੇ ਬੱਚੇ ਸਕਿਉਰਿਟੀ ਗਾਰਡਾਂ ਤੇ ਆਧੁਨਿਕ ਸਹੂਲਤਾਂ ਵਾਲੇ (390, 447, 553, 536)
story4-col3: ਹੋਇਆ ਹੈ। ਉਨ੍ਹਾਂ ਕਿਹਾ ਕਿ ਇੱਥੇ ਹੀ ਨਹੀਂ ਉਨ੍ਹਾਂ ਦੀ ਸਰਕਾਰ ਵੱਲੋਂ ਆਮ ਘਰਾਂ ਦੇ ਬੱਚਿਆਂ ਨੂੰ ਸਰਕਾਰੀ ਨੌਕਰੀਆਂ ਮੁਹੱਈਆ ਕਰਵਾਉਣ ਦਾ ਕਾਰਜ ਵੀ ਜਾਰੀ ਹੈ ਜਿਸ ਤਹਿਤ ਲਗਭਗ 20,000 ਅਧਿਆਪਕ ਭਰਤੀ ਕੀਤੇ ਗਏ ਹਨ। ਕੈਬਨਿਟ ਮੰਤਰੀ ਹਰਪਾਲ ਸਿੰਘ ਚੀਮਾ ਨੇ ਕਿਹਾ ਕਿ ਮਾਨ ਸਰਕਾਰ ਦੀਆਂ ਸਿੱਖਿਆ ਦੇ ਖੇਤਰ ਵਿੱਚ ਪਹਿਲਕਦਮੀਆਂ ਦਾ ਹੀ ਨਤੀਜਾ ਹੈ ਕਿ ਸਰਕਾਰੀ ਸਕੂਲਾਂ ਦੇ ਵਿਦਿਆਰਥੀ ਹੁਣ ਆਈ.ਆਈ.ਟੀ. ਅਤੇ ਹੋਰ ਵੱਕਾਰੀ ਸੰਸਥਾਵਾਂ ਵਿੱਚ ਦਾਖ਼ਲਾ ਲੈ ਰਹੇ ਹਨ। ਉਨ੍ਹਾਂ ਕਿਹਾ ਕਿ ਸਰਕਾਰੀ ਸਕੂਲਾਂ ਵਿੱਚ ਪੜ੍ਹ ਰਹੇ 200 ਦੇ ਲਗਭਗ ਵਿਦਿਆਰਥੀਆਂ ਨੇ ਜੇ.ਈ.ਈ. ਦਾ ਟੈਸਟ ਪਾਸ ਕੀਤਾ ਹੈ ਜੋ ਇੱਕ ਵੱਡੀ ਮਿਸਾਲ ਹੈ। ਉਨ੍ਹਾਂ ਕਿਹਾ ਕਿ ਅਜਿਹੀਆਂ ਮਾਣਮੱਤੀਆਂ ਪ੍ਰਾਪਤੀਆਂ ਵਿੱਚ ਹੋਰ ਵਾਧੇ ਲਈ ਮਾਨ (324, 1234, 456, 1413)
story1-headline: ਜਿਨ੍ਹਾਂ ਲੋਕਾਂ ਨੇ ਦਹਾਕਿਆਂ ਤੱਕ ਸਰਕਾਰੀ ਸਕੂਲਾਂ ਨੂੰ ਅਣਗੌਲਿਆ, ਹੁਣ ਉਹ 'ਪੜ੍ਹਦਾ ਪੰਜਾਬ' ਦੇਖ ਕੇ ਡਰੇ ਹੋਏ ਹਨ— ਹਰਜੋਤ ਸਿੰਘ ਬੈਂਸ (43, 121, 862, 141)
story1-bottom-col-a: ਸਾਫ਼ ਪਾਣੀ ਦੀਆਂ ਸਹੂਲਤਾਂ ਅਤੇ 90% ਸਕੂਲਾਂ ਵਿੱਚ ਵਾਈਫਾਈ ਕਨੈਕਟੀਵਿਟੀ ਹੈ। ਇਨ੍ਹਾਂ ਵਿਕਾਸ ਕਾਰਜਾਂ ਦੀ ਸ਼ਲਾਘਾ ਕਰਨ ਦੀ ਬਜਾਏ ਵਿਰੋਧੀ ਧਿਰਾਂ ਦੇ ਆਗੂ ਇਨ੍ਹਾਂ ਦੀ ਨਿੰਦਾ ਕਰ ਰਹੇ ਹਨ ਅਤੇ ਇਨ੍ਹਾਂ ਵਿਕਾਸ ਕਾਰਜਾਂ ਦੇ ਉਦਘਾਟਨਾਂ 'ਤੇ ਸਵਾਲ ਚੁੱਕ ਰਹੇ ਹਨ। ਸਿੱਖਿਆ ਮੰਤਰੀ ਨੇ ਉਚੇਚੇ ਤੌਰ 'ਤੇ ਡਰਾਈਵਰ ਸਿੱਖਿਆ ਦੇ ਮੌਕੇ ਪ੍ਰਦਾਨ ਕਰਨ ਲਈ ਸਰਕਾਰ ਦੀ ਵਚਨਬੱਧਤਾ 'ਤੇ ਜ਼ੋਰ ਦਿੰਦਿਆਂ ਕਿਹਾ ਕਿ ਸਰਕਾਰੀ ਸਕੂਲਾਂ ਦੇ 189 ਵਿਦਿਆਰਥੀਆਂ ਨੇ (220, 447, 383, 536)
health-officials-photo (622, 670, 760, 758)
story4-col4: ਸਰਕਾਰ ਵੱਲੋਂ ਸਕੂਲ ਆਫ ਐਮੀਨੈਂਸ ਵੀ ਸ਼ੁਰੂ ਕੀਤੇ ਗਏ ਹਨ ਜਿੱਥੇ ਹਰ ਸਟਰੀਮ ਵਿੱਚ ਚੰਗੇ ਵਿਦਿਆਰਥੀ ਪੈਦਾ ਕੀਤੇ ਜਾਣੇ ਯਕੀਨੀ ਬਣਾਏ ਜਾਣਗੇ। ਉਨ੍ਹਾਂ ਕਿਹਾ ਕਿ ਸਕੂਲਾਂ ਵਿੱਚ ਹੁਣ ਵਿਗਿਆਨ 'ਤੇ ਆਧਾਰਤ ਲੈਬਜ਼, ਐਜੂਕੇਸ਼ਨਲ ਪਾਰਕ, ਲੜਕੇ ਅਤੇ ਲੜਕੀਆਂ ਲਈ ਵੱਖੋ-ਵੱਖਰੇ ਪਖਾਨੇ, ਬੈਂਚਾਂ ਦੀ ਵਿਵਸਥਾ, ਸੁਰੱਖਿਆ ਗਾਰਡ, ਚੌਕੀਦਾਰ, ਸਫ਼ਾਈ ਸੇਵਕ ਆਦਿ ਸੇਵਾਵਾਂ ਦਾ ਪ੍ਰਬੰਧ ਕੀਤਾ ਗਿਆ ਹੈ। ਸ. ਹਰਪਾਲ ਸਿੰਘ ਚੀਮਾ ਨੇ ਕਿਹਾ ਕਿ ਇਸੇ ਤਰ੍ਹਾਂ 'ਯੁੱਧ ਨਸ਼ਿਆਂ ਵਿਰੁੱਧ' ਮੁਹਿੰਮ ਤਹਿਤ ਨਸ਼ਿਆਂ ਖ਼ਿਲਾਫ਼ ਫੈਸਲਾਕੁੰਨ ਜੰਗ ਛੇੜੀ ਗਈ ਹੈ ਜਿਸ ਤਹਿਤ ਨਸ਼ਾ ਤਸਕਰਾਂ ਨਾਲ ਪੂਰੀ ਸਖ਼ਤੀ ਨਾਲ ਨਜਿੱਠਿਆ ਜਾ ਰਿਹਾ ਹੈ। ਉਨ੍ਹਾਂ ਕਿਹਾ ਕਿ ਨਸ਼ਾ ਤਸਕਰੀ ਦੇ ਮੁਕੰਮਲ ਖ਼ਾਤਮੇ ਦੇ ਨਾਲ-ਨਾਲ ਨਸ਼ਿਆਂ ਤੋਂ ਪੀੜਤ ਵਿਅਕਤੀਆਂ ਦਾ ਸਹੀ ਇਲਾਜ ਕਰਵਾਉਣਾ ਵੀ ਯਕੀਨੀ ਬਣਾਇਆ ਜਾ ਰਿਹਾ ਹੈ। ਉਨ੍ਹਾਂ ਕਿਹਾ ਕਿ ਜਿਸਦੇ ਨਾਲ ਹੀ ਪਾਕਿਸਤਾਨ ਦੀ ਸਰਹੱਦ ਨਾਲ ਲੱਗੇ ਇਲਾਕਿਆਂ ਦੀ ਸਮੱਸਿਆ ਨੂੰ ਰੋਕਣ ਲਈ ਐਂਟੀ ਡਰੋਨ ਸਿਸਟਮ ਅਤੇ ਪੰਜਾਬ ਹੋਮ ਗਾਰਡ ਵਿੱਚ ਨਵੀਂ ਭਰਤੀ ਵੀ ਕੀਤੀ ਜਾ ਰਹੀ ਹੈ। ਉਨ੍ਹਾਂ ਕਿਹਾ ਕਿ ਇਸ ਮੁਹਿੰਮ ਤਹਿਤ ਨਸ਼ਿਆਂ ਦਾ ਮੁਕੰਮਲ ਖ਼ਾਤਮਾ ਕਰਕੇ ਸੂਬੇ ਨੂੰ ਮੁੜ ਤੋਂ ਰੰਗਲਾ ਪੰਜਾਬ ਬਣਾਉਣ ਵਿੱਚ ਮਦਦ ਮਿਲੇਗੀ। (462, 1067, 598, 1336)
facebook-icon: f (92, 52, 101, 61)
divider-vertical-1 (476, 600, 477, 935)
brand-badge: 3 PAGE 3 NEWS (831, 39, 881, 99)
officials-group-photo (763, 670, 901, 758)
police-outside-house-photo (307, 670, 469, 778)
story1-col-right: ਕਈ ਜ਼ਿਲ੍ਹਿਆਂ ਦੇ 1200 ਤੋਂ ਵੱਧ ਸਕੂਲਾਂ ਦਾ ਨਿੱਜੀ ਤੌਰ 'ਤੇ ਕਈ ਵਾਰ ਦੌਰਾ ਕੀਤਾ, ਤਾਂ ਜੋ ਜ਼ਮੀਨੀ ਪੱਧਰ 'ਤੇ ਸਾਰੇ ਸੁਧਾਰਾਂ ਨੂੰ ਸਹੀ ਢੰਗ ਨਾਲ ਲਾਗੂ ਕਰਨਾ ਯਕੀਨੀ ਬਣਾਇਆ ਜਾ ਸਕੇ। ਉਨ੍ਹਾਂ ਕਿਹਾ ਕਿ ਪੰਜਾਬ ਦਾ ਸਿੱਖਿਆ ਮੰਤਰੀ ਹੋਣਾ ਕੋਈ ਨਹੀਂ ਹੈ। ਇਸ ਵਿਭਾਗ ਨੂੰ ਪਹਿਲਾਂ ਚਰਚਿਆਂ ਦਾ ਵਿਭਾਗ ਕਿਹਾ ਜਾਂਦਾ ਸੀ ਪਰ ਅਸੀਂ ਆਪਣੇ ਵਾਅਦਿਆਂ ਪ੍ਰਤੀ ਵਚਨਬੱਧ ਹਾਂ, ਜੋ ਸਾਡੇ ਮੁੱਖ ਮੰਤਰੀ ਸ. ਭਗਵੰਤ ਸਿੰਘ ਮਾਨ ਵੱਲੋਂ ਸਾਲ 2022 ਵਿੱਚ 'ਆਪ' ਨੂੰ 92 ਸੀਟਾਂ ਦੇਣ ਵਾਲੇ ਲੋਕਾਂ ਨਾਲ ਕੀਤੇ ਗਏ ਸਨ। ਸ. ਬੈਂਸ ਨੇ ਅੱਗੇ ਕਿਹਾ, 20,000 ਸਕੂਲ, ਜਿਨ੍ਹਾਂ ਵਿੱਚ 28 ਲੱਖ ਵਿਦਿਆਰਥੀ ਪੜ੍ਹ ਰਹੇ ਹਨ, ਨੂੰ ਪੂਰੀ ਤਰ੍ਹਾਂ ਬਦਲਣਾ ਇੱਕ ਲੰਮਾ ਸਫ਼ਰ ਹੈ ਅਤੇ ਅਸੀਂ ਇਸ ਸਫ਼ਰ ਨੂੰ ਤੈਅ ਕਰਦੇ ਹੋਏ ਇਨ੍ਹਾਂ ਤਿੰਨਾਂ ਸਾਲਾਂ ਵਿੱਚ ਪੰਜਾਬ ਦੇ ਸਰਕਾਰੀ ਸਕੂਲਾਂ ਤੇ ਸਿੱਖਿਆ ਸੁਧਾਰਾਂ ਵਿੱਚ ਸ਼ਾਨਦਾਰ ਕੰਮ ਕੀਤਾ ਹੈ, ਜੋ ਅੰਤਰਰਾਸ਼ਟਰੀ ਪੱਧਰ 'ਤੇ ਵੀ ਸਲਾਹਿਆ ਗਿਆ ਹੈ। ਉਨ੍ਹਾਂ ਕਿਹਾ ਕਿ ਜੇਕਰ ਪੰਜਾਬ ਵਿੱਚ ਹਰ ਬੱਚੇ ਨੂੰ ਮਿਆਰੀ ਸਿੱਖਿਆ ਮਿਲਦੀ ਹੈ ਤਾਂ ਕੀ ਇਸ ਨਾਲ ਸਾਨੂੰ ਫ਼ਾਇਦਾ ਨਹੀਂ ਹੋਵੇਗਾ? ਸਿੱਖਿਆ ਵਧੇਗੀ, ਪੰਜਾਬ ਵਧੇਗਾ ਅਤੇ ਸਾਡੇ ਬੱਚੇ ਅੱਗੇ ਵਧਣਗੇ। ਸਿੱਖਿਆ ਮੰਤਰੀ ਸ. ਹਰਜੋਤ ਸਿੰਘ ਬੈਂਸ ਨੇ ਕਿਹਾ ਕਿ ਪੰਜਾਬ ਸਰਕਾਰ ਸਿੱਖਿਆ ਨੂੰ ਮਿਆਰੀ ਬਣਾਉਣ ਲਈ ਵਚਨਬੱਧ ਹੈ ਅਤੇ ਸਿੱਖਿਆ ਦੇ ਖੇਤਰ ਵਿੱਚ ਪੰਜਾਬ ਨੂੰ ਦੇਸ਼ ਭਰ ਵਿੱਚ ਮੋਹਰੀ ਸੂਬਾ ਬਣਾਉਣ ਦੇ ਟੀਚੇ ਨਾਲ ਕੰਮ ਕਰ ਰਹੀ ਹੈ। ਉਨ੍ਹਾਂ ਨੇ ਇਸ ਮੌਕੇ ਬੱਚਿਆਂ ਨੂੰ ਮਨ ਲਗਾ ਕੇ ਪੜ੍ਹਾਈ ਕਰਨ ਅਤੇ ਉੱਚ ਮਿਆਰੀ ਸਿੱਖਿਆ ਹਾਸਲ ਕਰਕੇ ਪੰਜਾਬ ਦਾ ਨਾਮ ਰੌਸ਼ਨ ਕਰਨ ਲਈ ਪ੍ਰੇਰਿਤ ਕੀਤਾ ਅਤੇ ਵਿਸ਼ਵਾਸ ਦਿਵਾਇਆ ਕਿ ਪੰਜਾਬ ਸਰਕਾਰ ਉਨ੍ਹਾਂ ਦਾ ਉੱਜਵਲ ਭਵਿੱਖ ਬਣਾਉਣ ਲਈ ਹਰ ਸੰਭਵ ਯਤਨ ਕਰੇਗੀ। (737, 169, 902, 461)
